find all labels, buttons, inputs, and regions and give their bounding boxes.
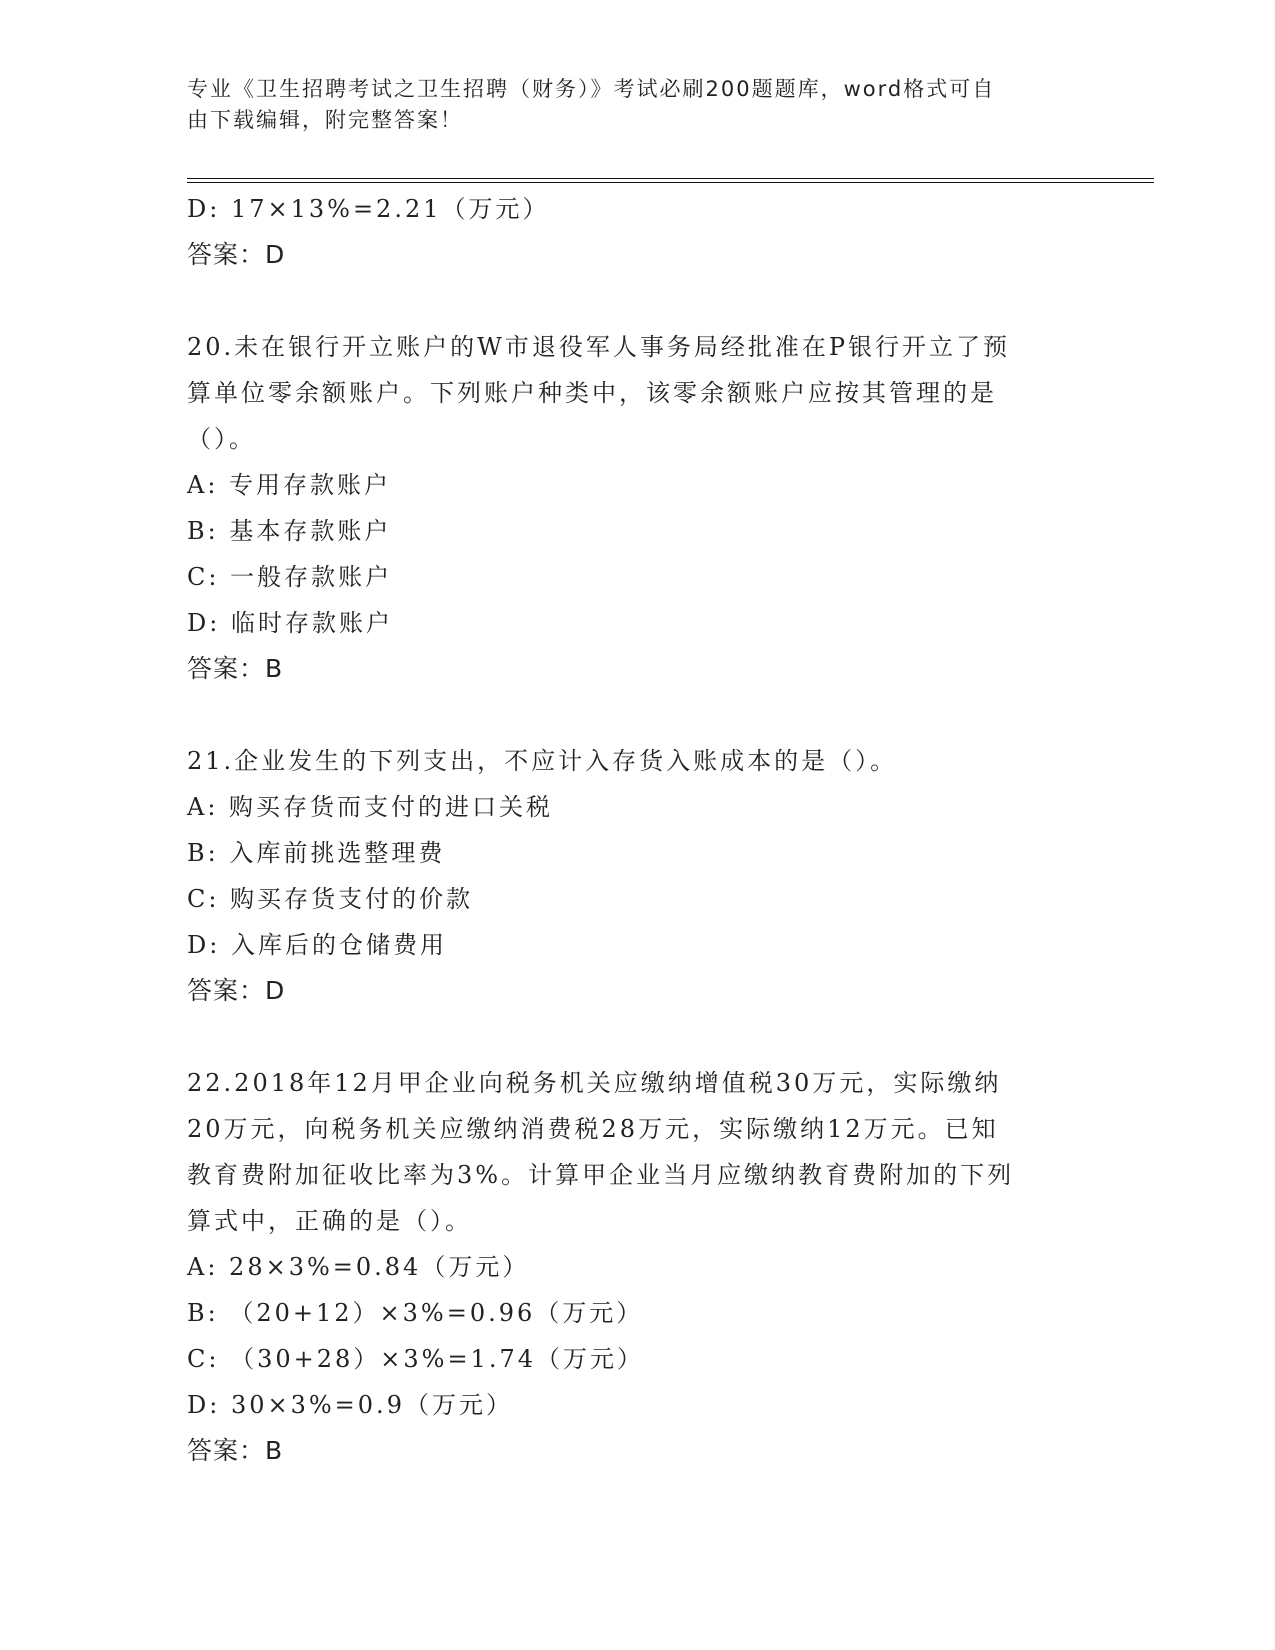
question-stem-line: 22.2018年12月甲企业向税务机关应缴纳增值税30万元，实际缴纳 [187, 1069, 1002, 1097]
option-c: C: 购买存货支付的价款 [187, 885, 474, 913]
option-a: A: 专用存款账户 [187, 471, 392, 499]
question-stem-line: 20.未在银行开立账户的W市退役军人事务局经批准在P银行开立了预 [187, 333, 1010, 361]
header-divider-bottom [187, 182, 1154, 183]
option-a: A: 购买存货而支付的进口关税 [187, 793, 554, 821]
spacer [187, 1014, 1087, 1060]
option-b: B: 入库前挑选整理费 [187, 839, 446, 867]
option-c: C: （30+28）×3%=1.74（万元） [187, 1345, 644, 1373]
option-b: B: （20+12）×3%=0.96（万元） [187, 1299, 644, 1327]
question-stem-line: 算式中，正确的是（）。 [187, 1207, 472, 1235]
answer-line: 答案：D [187, 976, 286, 1005]
document-body [187, 186, 1087, 1474]
question-20 [187, 324, 1087, 692]
question-stem-line: 21.企业发生的下列支出，不应计入存货入账成本的是（）。 [187, 747, 898, 775]
option-c: C: 一般存款账户 [187, 563, 393, 591]
spacer [187, 692, 1087, 738]
question-stem-line: 20万元，向税务机关应缴纳消费税28万元，实际缴纳12万元。已知 [187, 1115, 999, 1143]
answer-line: 答案：D [187, 240, 286, 269]
question-stem-line: 算单位零余额账户。下列账户种类中，该零余额账户应按其管理的是 [187, 379, 997, 407]
answer-line: 答案：B [187, 1436, 284, 1465]
header-line-2: 由下载编辑，附完整答案！ [187, 108, 463, 132]
question-22 [187, 1060, 1087, 1474]
option-b: B: 基本存款账户 [187, 517, 392, 545]
header-divider-top [187, 178, 1154, 179]
question-stem-line: （）。 [187, 425, 256, 453]
previous-question-tail [187, 186, 1087, 278]
document-header [187, 74, 1067, 136]
option-d: D: 30×3%=0.9（万元） [187, 1391, 513, 1419]
question-stem-line: 教育费附加征收比率为3%。计算甲企业当月应缴纳教育费附加的下列 [187, 1161, 1015, 1189]
header-line-1: 专业《卫生招聘考试之卫生招聘（财务）》考试必刷200题题库，word格式可自 [187, 77, 996, 101]
answer-line: 答案：B [187, 654, 284, 683]
option-a: A: 28×3%=0.84（万元） [187, 1253, 530, 1281]
spacer [187, 278, 1087, 324]
option-d: D: 入库后的仓储费用 [187, 931, 447, 959]
option-d: D: 17×13%=2.21（万元） [187, 195, 550, 223]
question-21 [187, 738, 1087, 1014]
option-d: D: 临时存款账户 [187, 609, 393, 637]
